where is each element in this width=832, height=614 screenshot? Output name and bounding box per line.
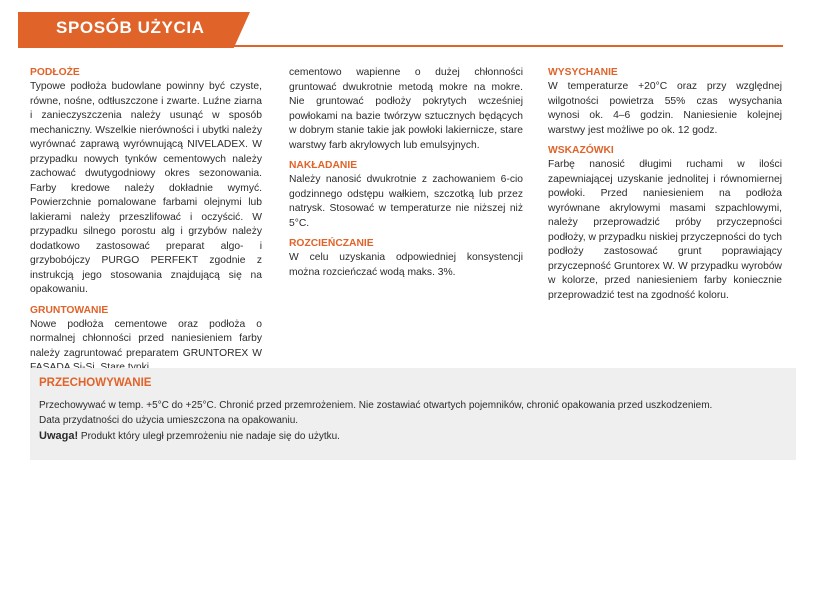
column-1 [30, 66, 262, 376]
section-title-wysychanie: WYSYCHANIE [548, 67, 618, 78]
section-text-wskazowki: Farbę nanosić długimi ruchami w ilości zapewniającej uzyskanie jednolitej i równomiernej powłoki. Przed naniesieniem na podłoża wyrównane akrylowymi masami szpachlowymi, należy przeprowadzić próby przyczepności podłoży, w przypadku niskiej przyczepności do tych podłoży zastosować grunt poprawiający przyczepność Gruntorex W. W przypadku wyrobów w kolorze, przed naniesieniem farby koniecznie przeprowadzić test na zgodność koloru. [548, 159, 782, 301]
storage-warning [39, 429, 340, 444]
section-text-nakladanie: Należy nanosić dwukrotnie z zachowaniem 6-cio godzinnego odstępu wałkiem, szczotką lub przez natrysk. Stosować w temperaturze nie niższej niż 5°C. [289, 174, 523, 229]
storage-text-line-1: Przechowywać w temp. +5°C do +25°C. Chronić przed przemrożeniem. Nie zostawiać otwartych pojemników, chronić opakowania przed uszkodzeniem. [39, 400, 713, 411]
column-2 [289, 66, 523, 280]
storage-title: PRZECHOWYWANIE [39, 377, 152, 389]
section-text-rozcienczanie: W celu uzyskania odpowiedniej konsystencji można rozcieńczać wodą maks. 3%. [289, 252, 523, 278]
page-title: SPOSÓB UŻYCIA [56, 18, 205, 37]
section-title-gruntowanie: GRUNTOWANIE [30, 304, 109, 316]
section-text-podloze: Typowe podłoża budowlane powinny być czyste, równe, nośne, odtłuszczone i zwarte. Luźne ziarna i zanieczyszczenia należy usunąć w sposób mechaniczny. Wszelkie nierówności i ubytki należy wyrównać zaprawą wyrównującą NIVELADEX. W przypadku nowych tynków cementowych należy zachować dwutygodniowy okres sezonowania. Farby kredowe należy dokładnie wymyć. Powierzchnie pomalowane farbami olejnymi lub lakierami należy przeszlifować i oczyścić. W przypadku silnego porostu alg i grzybów należy dodatkowo zastosować preparat algo- i grzybobójczy PURGO PERFEKT zgodnie z instrukcją jego stosowania znajdującą się na opakowaniu. [30, 81, 262, 295]
storage-text-line-2: Data przydatności do użycia umieszczona na opakowaniu. [39, 415, 299, 426]
section-title-wskazowki: WSKAZÓWKI [548, 145, 614, 156]
section-text-wysychanie: W temperaturze +20°C oraz przy względnej wilgotności powietrza 55% czas wysychania wynosi ok. 4–6 godzin. Naniesienie kolejnej warstwy jest możliwe po ok. 12 godz. [548, 81, 782, 136]
header-divider [18, 45, 783, 47]
warning-label: Uwaga! [39, 430, 79, 442]
column-3 [548, 66, 782, 303]
section-title-nakladanie: NAKŁADANIE [289, 160, 358, 171]
section-title-podloze: PODŁOŻE [30, 67, 80, 78]
warning-text: Produkt który uległ przemrożeniu nie nadaje się do użytku. [78, 431, 340, 442]
section-title-rozcienczanie: ROZCIEŃCZANIE [289, 238, 374, 249]
storage-box [30, 368, 796, 460]
section-text-gruntowanie-continued: cementowo wapienne o dużej chłonności gruntować dwukrotnie metodą mokre na mokre. Nie gruntować podłoży pokrytych wcześniej powłokami na bazie twórzyw sztucznych będących w dobrym stanie takie jak powłoki lakiernicze, stare warstwy farb akrylowych lub emulsyjnych. [289, 67, 523, 151]
section-text-gruntowanie: Nowe podłoża cementowe oraz podłoża o normalnej chłonności przed naniesieniem farby należy zagruntować preparatem GRUNTOREX W [30, 318, 262, 359]
